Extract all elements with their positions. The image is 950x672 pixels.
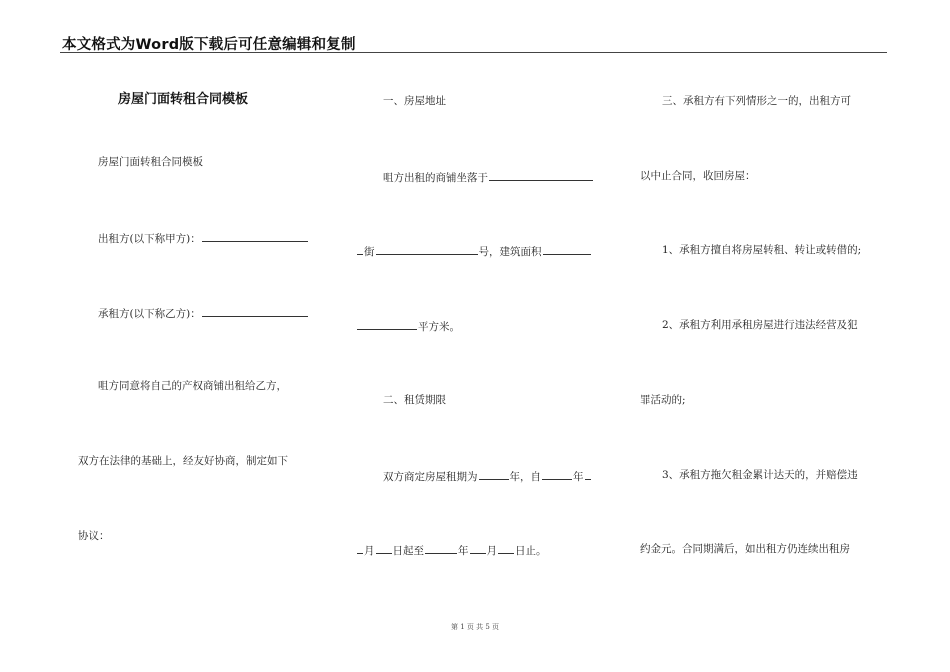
agreement-paragraph-line-3: 协议： <box>78 530 110 542</box>
address-line-3 <box>357 318 460 334</box>
street-prefix-blank <box>357 243 363 255</box>
term-text-5: 日止。 <box>515 545 547 557</box>
page-column-2 <box>340 0 620 620</box>
number-area-label: 号，建筑面积 <box>478 246 542 258</box>
term-years-blank <box>479 468 509 480</box>
end-month-blank <box>470 542 486 554</box>
term-text-4: 日起至 <box>392 545 424 557</box>
square-meter-label: 平方米。 <box>418 321 460 333</box>
section-heading-term: 二、租赁期限 <box>383 394 446 406</box>
start-month-blank-b <box>357 542 363 554</box>
termination-line-2: 以中止合同，收回房屋： <box>640 170 756 182</box>
term-text-1: 双方商定房屋租期为 <box>383 471 478 483</box>
term-year-label: 年 <box>458 545 469 557</box>
termination-item-2-line-1: 2、承租方利用承租房屋进行违法经营及犯 <box>662 319 858 331</box>
termination-item-3-line-1: 3、承租方拖欠租金累计达天的，并赔偿违 <box>662 469 858 481</box>
address-text-1: 咀方出租的商铺坐落于 <box>383 172 488 184</box>
term-month-label-2: 月 <box>486 545 497 557</box>
lessor-label: 出租方(以下称甲方)： <box>98 233 201 245</box>
agreement-paragraph-line-2: 双方在法律的基础上，经友好协商，制定如下 <box>78 455 288 467</box>
section-heading-termination: 三、承租方有下列情形之一的，出租方可 <box>662 95 851 107</box>
end-year-blank <box>425 542 457 554</box>
lessee-blank <box>202 305 308 317</box>
number-blank <box>376 243 478 255</box>
street-label: 街 <box>364 246 375 258</box>
termination-item-1: 1、承租方擅自将房屋转租、转让或转借的; <box>662 244 862 256</box>
address-line-2 <box>357 243 592 259</box>
address-line-1 <box>383 169 594 185</box>
term-line-2 <box>357 542 547 558</box>
agreement-paragraph-line-1: 咀方同意将自己的产权商铺出租给乙方， <box>98 380 287 392</box>
section-heading-address: 一、房屋地址 <box>383 95 446 107</box>
start-month-blank-a <box>585 468 591 480</box>
start-year-blank <box>542 468 572 480</box>
lessee-line <box>98 305 309 321</box>
document-header-banner: 本文格式为Word版下载后可任意编辑和复制 <box>62 37 356 53</box>
term-text-2: 年，自 <box>509 471 541 483</box>
area-value-blank <box>357 318 417 330</box>
start-day-blank <box>376 542 392 554</box>
lessor-blank <box>202 230 308 242</box>
term-month-label-1: 月 <box>364 545 375 557</box>
document-subtitle: 房屋门面转租合同模板 <box>98 156 203 168</box>
page-column-3 <box>620 0 910 620</box>
document-title: 房屋门面转租合同模板 <box>118 92 249 107</box>
page-footer: 第 1 页 共 5 页 <box>450 623 500 631</box>
area-blank <box>543 243 591 255</box>
term-line-1 <box>383 468 592 484</box>
page-column-1 <box>0 0 330 620</box>
address-location-blank <box>489 169 593 181</box>
lessor-line <box>98 230 309 246</box>
termination-item-3-line-2: 约金元。合同期满后，如出租方仍连续出租房 <box>640 543 850 555</box>
termination-item-2-line-2: 罪活动的; <box>640 394 686 406</box>
lessee-label: 承租方(以下称乙方)： <box>98 308 201 320</box>
end-day-blank <box>498 542 514 554</box>
term-text-3: 年 <box>573 471 584 483</box>
